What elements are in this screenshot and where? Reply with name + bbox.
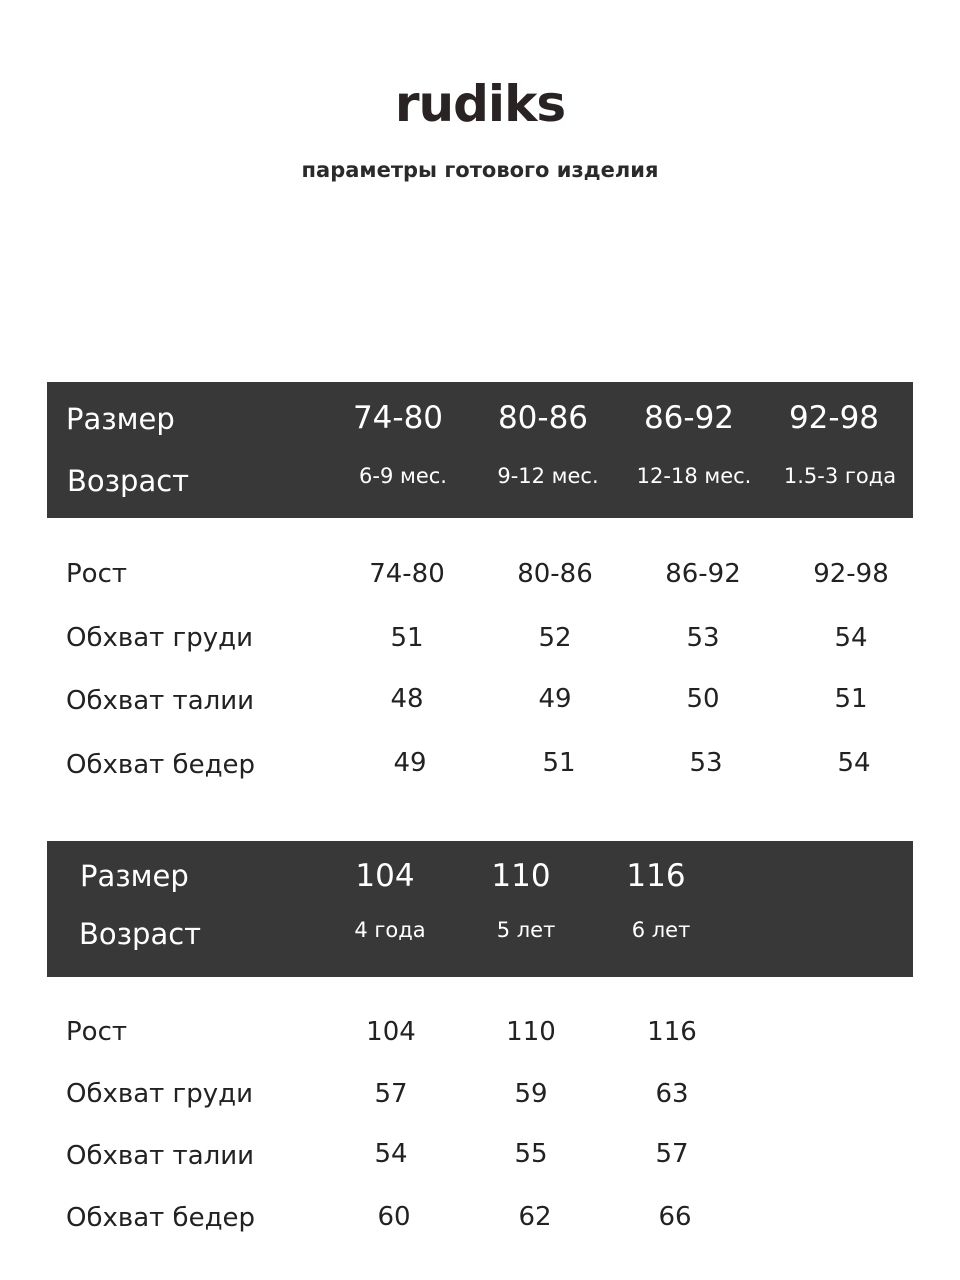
row-label-chest: Обхват груди bbox=[66, 1079, 253, 1109]
cell-value: 66 bbox=[658, 1202, 692, 1232]
age-value: 9-12 мес. bbox=[497, 464, 599, 488]
cell-value: 104 bbox=[366, 1017, 416, 1047]
row-label-height: Рост bbox=[66, 559, 128, 589]
row-label-height: Рост bbox=[66, 1017, 128, 1047]
age-value: 6 лет bbox=[631, 918, 691, 942]
age-value: 5 лет bbox=[496, 918, 556, 942]
cell-value: 60 bbox=[377, 1202, 411, 1232]
size-value: 116 bbox=[626, 858, 686, 894]
cell-value: 54 bbox=[834, 623, 868, 653]
cell-value: 74-80 bbox=[369, 559, 445, 589]
cell-value: 48 bbox=[390, 684, 424, 714]
cell-value: 53 bbox=[686, 623, 720, 653]
size-header-label: Размер bbox=[80, 859, 189, 893]
cell-value: 59 bbox=[514, 1079, 548, 1109]
size-table-2-header bbox=[47, 841, 913, 977]
row-label-hips: Обхват бедер bbox=[66, 1203, 256, 1233]
cell-value: 51 bbox=[834, 684, 868, 714]
cell-value: 55 bbox=[514, 1139, 548, 1169]
age-header-label: Возраст bbox=[67, 464, 190, 498]
size-value: 104 bbox=[355, 858, 415, 894]
size-header-label: Размер bbox=[66, 402, 175, 436]
cell-value: 57 bbox=[655, 1139, 689, 1169]
cell-value: 86-92 bbox=[665, 559, 741, 589]
cell-value: 57 bbox=[374, 1079, 408, 1109]
page-subtitle: параметры готового изделия bbox=[301, 158, 659, 182]
age-value: 4 года bbox=[354, 918, 426, 942]
size-table-1-header bbox=[47, 382, 913, 518]
age-header-label: Возраст bbox=[79, 917, 202, 951]
cell-value: 49 bbox=[393, 748, 427, 778]
row-label-waist: Обхват талии bbox=[66, 686, 255, 716]
cell-value: 51 bbox=[390, 623, 424, 653]
cell-value: 54 bbox=[374, 1139, 408, 1169]
size-value: 74-80 bbox=[352, 400, 444, 436]
age-value: 1.5-3 года bbox=[783, 464, 897, 488]
cell-value: 62 bbox=[518, 1202, 552, 1232]
size-value: 80-86 bbox=[497, 400, 589, 436]
age-value: 6-9 мес. bbox=[359, 464, 447, 488]
cell-value: 116 bbox=[647, 1017, 697, 1047]
cell-value: 49 bbox=[538, 684, 572, 714]
cell-value: 54 bbox=[837, 748, 871, 778]
age-value: 12-18 мес. bbox=[636, 464, 752, 488]
size-value: 92-98 bbox=[788, 400, 880, 436]
size-value: 86-92 bbox=[643, 400, 735, 436]
cell-value: 110 bbox=[506, 1017, 556, 1047]
cell-value: 80-86 bbox=[517, 559, 593, 589]
brand-logo: rudiks bbox=[394, 75, 566, 133]
row-label-hips: Обхват бедер bbox=[66, 750, 256, 780]
row-label-chest: Обхват груди bbox=[66, 623, 253, 653]
cell-value: 53 bbox=[689, 748, 723, 778]
row-label-waist: Обхват талии bbox=[66, 1141, 255, 1171]
cell-value: 92-98 bbox=[813, 559, 889, 589]
cell-value: 51 bbox=[542, 748, 576, 778]
size-value: 110 bbox=[491, 858, 551, 894]
cell-value: 50 bbox=[686, 684, 720, 714]
cell-value: 52 bbox=[538, 623, 572, 653]
cell-value: 63 bbox=[655, 1079, 689, 1109]
